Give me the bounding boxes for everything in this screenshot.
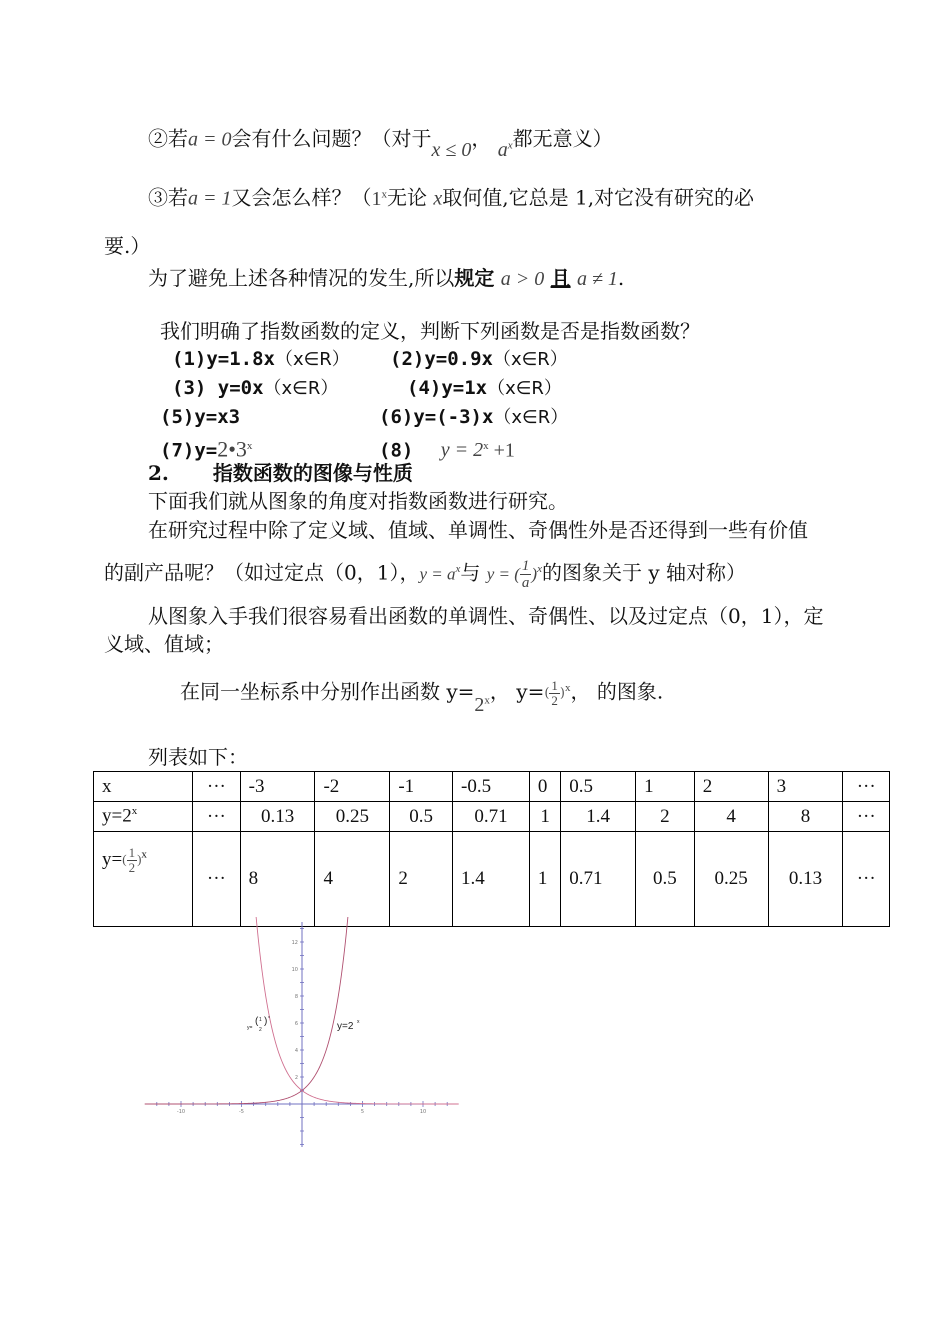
- judge-question: 我们明确了指数函数的定义，判断下列函数是否是指数函数？: [160, 319, 700, 343]
- q3-x: x: [433, 187, 443, 210]
- q2-math3: [498, 139, 513, 161]
- draw-mid: ， y=: [489, 679, 545, 704]
- curve-label-half-sup: x: [268, 1014, 270, 1019]
- rule-bold-1: 规定: [454, 266, 495, 290]
- paragraph-2b: [104, 556, 746, 591]
- rule-prefix: 为了避免上述各种情况的发生,所以: [148, 266, 455, 290]
- cell-x-7: 2: [694, 772, 768, 802]
- item-2: [390, 346, 568, 373]
- item-7-func: (7)y=: [160, 439, 218, 462]
- rule-line: [148, 265, 624, 292]
- row-x: [94, 772, 890, 802]
- row-half-label-text: y=: [102, 848, 123, 870]
- row-half-sup: x: [141, 848, 147, 861]
- row-half: [94, 832, 890, 927]
- q2-math3-sup: x: [507, 139, 513, 151]
- item-4: [407, 375, 562, 402]
- cell-half-8: 0.13: [768, 832, 843, 927]
- cell-half-1: 4: [315, 832, 390, 927]
- cell-half-3: 1.4: [453, 832, 530, 927]
- q3-mid: 又会怎么样？（: [231, 185, 372, 210]
- item-6: [379, 404, 568, 431]
- item-7-sup: x: [246, 440, 253, 452]
- cell-x-1: -2: [315, 772, 390, 802]
- item-4-domain: （x∈R）: [487, 378, 562, 399]
- item-7-math: 2•3: [217, 436, 247, 462]
- cell-ellipsis: ···: [843, 772, 890, 802]
- draw-math1-sup: x: [484, 694, 490, 706]
- curve-label-half-num: 1: [259, 1017, 262, 1023]
- item-3-domain: （x∈R）: [263, 378, 339, 399]
- y-tick-label: 6: [294, 1021, 298, 1027]
- cell-x-2: -1: [390, 772, 453, 802]
- q3-base: 1: [371, 187, 382, 210]
- y-tick-label: 4: [294, 1048, 298, 1054]
- draw-math1: [474, 694, 490, 716]
- para2b-math2: y = (: [486, 564, 520, 584]
- para2b-mid: 与: [460, 560, 481, 585]
- item-5: [160, 404, 240, 430]
- cell-x-8: 3: [768, 772, 843, 802]
- draw-math1-base: 2: [474, 693, 485, 716]
- q2-math2: x ≤ 0: [431, 138, 472, 161]
- para2b-fraction: [520, 558, 532, 591]
- cell-ellipsis: ···: [843, 832, 890, 927]
- item-8-math: y = 2: [440, 439, 484, 462]
- q2-suffix: 都无意义）: [512, 126, 613, 151]
- para2b-math1-sup: x: [455, 563, 461, 575]
- curve-label-2x: y=2: [337, 1021, 354, 1032]
- row-2x-label: [94, 802, 193, 832]
- item-1-domain: （x∈R）: [274, 349, 350, 370]
- value-table: [93, 771, 890, 927]
- para2b-frac-den: a: [521, 574, 530, 591]
- cell-2x-4: 1: [529, 802, 560, 832]
- y-tick-label: 8: [294, 994, 298, 1000]
- x-tick-label: 10: [419, 1109, 427, 1115]
- item-5-func: (5)y=x3: [160, 406, 241, 428]
- paragraph-3a: 从图象入手我们很容易看出函数的单调性、奇偶性、以及过定点（0，1），定: [148, 604, 824, 628]
- draw-math2-sup: x: [565, 682, 571, 694]
- table-intro: 列表如下：: [148, 745, 248, 769]
- rule-end: .: [617, 266, 625, 290]
- item-1-func: (1)y=1.8x: [172, 348, 275, 370]
- draw-frac-num: 1: [551, 677, 558, 693]
- para2b-math2-end: ): [531, 564, 538, 584]
- para2b-math1: y = a: [419, 564, 456, 584]
- row-2x: [94, 802, 890, 832]
- q3-power: [372, 188, 388, 210]
- q3-sup: x: [381, 188, 387, 200]
- item-8-label: (8): [379, 439, 414, 462]
- cell-x-3: -0.5: [453, 772, 530, 802]
- q2-prefix: ②若: [148, 126, 188, 151]
- cell-2x-3: 0.71: [453, 802, 530, 832]
- q3-prefix: ③若: [148, 185, 188, 210]
- item-3: [172, 375, 338, 402]
- item-7: [160, 433, 252, 463]
- draw-instruction: [180, 675, 664, 716]
- curve-label-half-paren: (: [255, 1016, 259, 1027]
- item-2-domain: （x∈R）: [492, 349, 568, 370]
- section-number: 2.: [148, 461, 169, 485]
- cell-x-6: 1: [636, 772, 695, 802]
- row-half-fraction: ( $\frac{1}{2}$ ): [122, 845, 142, 875]
- cell-half-2: 2: [390, 832, 453, 927]
- q2-math3-base: a: [497, 138, 508, 161]
- curve-label-half-paren-close: ): [264, 1016, 268, 1027]
- cell-x-5: 0.5: [561, 772, 636, 802]
- rule-bold-2: 且: [550, 266, 571, 290]
- cell-2x-8: 8: [768, 802, 843, 832]
- cell-ellipsis: ···: [193, 802, 241, 832]
- q2-mid: 会有什么问题？（对于: [231, 126, 432, 151]
- q3-mid2: 无论: [387, 185, 427, 210]
- row-2x-label-text: y=2: [102, 805, 132, 827]
- q3-continuation: 要.）: [104, 234, 151, 258]
- exponential-graph: [140, 917, 465, 1152]
- cell-half-6: 0.5: [636, 832, 695, 927]
- row-x-label: x: [94, 772, 193, 802]
- curve-label-2x-sup: x: [357, 1019, 360, 1025]
- q3-math: a = 1: [188, 187, 232, 210]
- item-6-func: (6)y=(-3)x: [379, 406, 494, 428]
- cell-half-0: 8: [240, 832, 315, 927]
- paragraph-1: 下面我们就从图象的角度对指数函数进行研究。: [148, 489, 568, 513]
- curve-2-pow-x: [145, 917, 350, 1104]
- cell-2x-0: 0.13: [240, 802, 315, 832]
- curve-label-half-den: 2: [259, 1027, 262, 1033]
- para2b-suffix: 的图象关于 y 轴对称）: [541, 560, 746, 585]
- cell-ellipsis: ···: [193, 832, 241, 927]
- item-8-sup: x: [483, 440, 489, 452]
- section-title: 指数函数的图像与性质: [212, 461, 413, 485]
- item-1: [172, 346, 350, 373]
- cell-x-4: 0: [529, 772, 560, 802]
- para2b-frac-num: 1: [521, 557, 530, 574]
- row-2x-label-sup: x: [131, 805, 138, 818]
- para2b-math2-sup: x: [537, 563, 542, 575]
- row-half-frac-den: 2: [128, 860, 136, 875]
- y-tick-label: 10: [291, 967, 298, 973]
- x-tick-label: -5: [239, 1109, 244, 1115]
- draw-frac-den: 2: [551, 692, 558, 708]
- rule-math-1: a > 0: [500, 268, 545, 290]
- cell-ellipsis: ···: [843, 802, 890, 832]
- curve-label-half: y=: [247, 1025, 253, 1031]
- cell-2x-1: 0.25: [315, 802, 390, 832]
- cell-half-5: 0.71: [561, 832, 636, 927]
- q2-math: a = 0: [188, 128, 232, 151]
- cell-2x-7: 4: [694, 802, 768, 832]
- cell-2x-6: 2: [636, 802, 695, 832]
- cell-half-4: 1: [529, 832, 560, 927]
- item-6-domain: （x∈R）: [493, 407, 569, 428]
- item-8-tail: +1: [488, 439, 515, 462]
- row-half-frac-num: 1: [128, 845, 136, 860]
- question-3-line: [148, 181, 754, 212]
- y-tick-label: 2: [294, 1075, 298, 1081]
- para2b-prefix: 的副产品呢？（如过定点（0，1），: [104, 560, 420, 585]
- question-2-line: [148, 122, 613, 161]
- rule-math-2: a ≠ 1: [576, 268, 618, 290]
- paragraph-3b: 义域、值域；: [104, 632, 224, 656]
- item-3-func: (3) y=0x: [172, 377, 264, 399]
- q2-comma: ，: [471, 126, 492, 151]
- item-4-func: (4)y=1x: [407, 377, 488, 399]
- item-8: [379, 433, 515, 463]
- x-tick-label: 5: [360, 1109, 365, 1115]
- y-tick-label: 12: [291, 940, 298, 946]
- cell-x-0: -3: [240, 772, 315, 802]
- draw-prefix: 在同一坐标系中分别作出函数 y=: [180, 679, 475, 704]
- x-tick-label: -10: [176, 1109, 186, 1115]
- cell-2x-5: 1.4: [561, 802, 636, 832]
- section-heading: [148, 460, 413, 486]
- paragraph-2a: 在研究过程中除了定义域、值域、单调性、奇偶性外是否还得到一些有价值: [148, 518, 808, 542]
- cell-half-7: 0.25: [694, 832, 768, 927]
- draw-suffix: ， 的图象.: [570, 679, 664, 704]
- q3-suffix: 取何值,它总是 1,对它没有研究的必: [442, 185, 755, 210]
- row-half-label: [94, 832, 193, 927]
- cell-ellipsis: ···: [193, 772, 241, 802]
- draw-fraction-wrap: ( $\frac{1}{2}$ ): [544, 677, 565, 708]
- curve-half-pow-x: [254, 917, 459, 1104]
- cell-2x-2: 0.5: [390, 802, 453, 832]
- item-2-func: (2)y=0.9x: [390, 348, 493, 370]
